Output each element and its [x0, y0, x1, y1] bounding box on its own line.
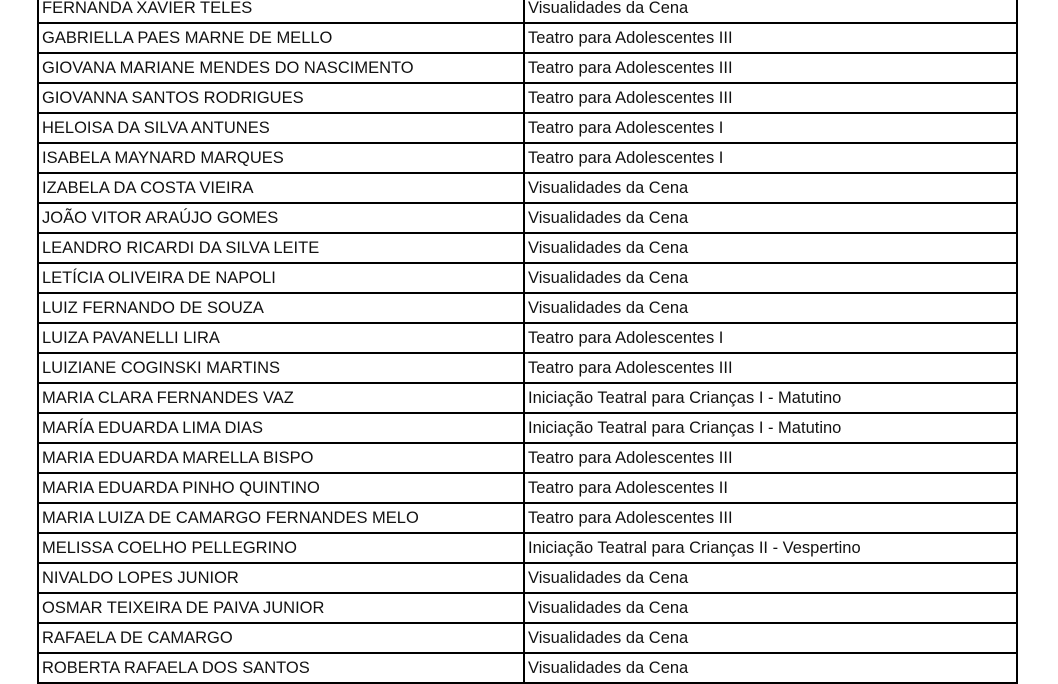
course-cell: Iniciação Teatral para Crianças II - Vespertino: [524, 533, 1017, 563]
table-row: [38, 563, 1017, 593]
student-name-cell: GIOVANNA SANTOS RODRIGUES: [38, 83, 524, 113]
table-row: [38, 593, 1017, 623]
student-name-cell: LUIZ FERNANDO DE SOUZA: [38, 293, 524, 323]
student-name-cell: GIOVANA MARIANE MENDES DO NASCIMENTO: [38, 53, 524, 83]
student-name-cell: RAFAELA DE CAMARGO: [38, 623, 524, 653]
table-row: [38, 83, 1017, 113]
course-cell: Teatro para Adolescentes III: [524, 23, 1017, 53]
course-cell: Teatro para Adolescentes III: [524, 443, 1017, 473]
course-cell: Visualidades da Cena: [524, 293, 1017, 323]
table-row: [38, 623, 1017, 653]
course-cell: Visualidades da Cena: [524, 233, 1017, 263]
course-cell: Teatro para Adolescentes III: [524, 503, 1017, 533]
course-cell: Teatro para Adolescentes III: [524, 353, 1017, 383]
student-name-cell: MARIA CLARA FERNANDES VAZ: [38, 383, 524, 413]
course-cell: Iniciação Teatral para Crianças I - Matutino: [524, 383, 1017, 413]
course-cell: Visualidades da Cena: [524, 0, 1017, 23]
student-name-cell: GABRIELLA PAES MARNE DE MELLO: [38, 23, 524, 53]
course-cell: Teatro para Adolescentes I: [524, 323, 1017, 353]
table-row: [38, 293, 1017, 323]
table-row: [38, 533, 1017, 563]
course-cell: Visualidades da Cena: [524, 593, 1017, 623]
roster-sheet: [37, 0, 1016, 684]
table-row: [38, 473, 1017, 503]
table-row: [38, 0, 1017, 23]
table-row: [38, 323, 1017, 353]
student-name-cell: LUIZIANE COGINSKI MARTINS: [38, 353, 524, 383]
course-cell: Visualidades da Cena: [524, 623, 1017, 653]
course-cell: Visualidades da Cena: [524, 563, 1017, 593]
student-name-cell: MARIA EDUARDA MARELLA BISPO: [38, 443, 524, 473]
student-name-cell: OSMAR TEIXEIRA DE PAIVA JUNIOR: [38, 593, 524, 623]
table-row: [38, 233, 1017, 263]
course-cell: Iniciação Teatral para Crianças I - Matutino: [524, 413, 1017, 443]
table-row: [38, 203, 1017, 233]
table-row: [38, 413, 1017, 443]
student-name-cell: LETÍCIA OLIVEIRA DE NAPOLI: [38, 263, 524, 293]
course-cell: Visualidades da Cena: [524, 263, 1017, 293]
student-name-cell: HELOISA DA SILVA ANTUNES: [38, 113, 524, 143]
table-row: [38, 53, 1017, 83]
student-name-cell: IZABELA DA COSTA VIEIRA: [38, 173, 524, 203]
student-name-cell: JOÃO VITOR ARAÚJO GOMES: [38, 203, 524, 233]
table-row: [38, 143, 1017, 173]
course-cell: Teatro para Adolescentes III: [524, 53, 1017, 83]
roster-table: [37, 0, 1018, 684]
table-row: [38, 23, 1017, 53]
roster-body: [38, 0, 1017, 683]
student-name-cell: NIVALDO LOPES JUNIOR: [38, 563, 524, 593]
table-row: [38, 173, 1017, 203]
course-cell: Visualidades da Cena: [524, 653, 1017, 683]
course-cell: Teatro para Adolescentes II: [524, 473, 1017, 503]
student-name-cell: MARÍA EDUARDA LIMA DIAS: [38, 413, 524, 443]
student-name-cell: FERNANDA XAVIER TELES: [38, 0, 524, 23]
student-name-cell: LUIZA PAVANELLI LIRA: [38, 323, 524, 353]
student-name-cell: MARIA LUIZA DE CAMARGO FERNANDES MELO: [38, 503, 524, 533]
course-cell: Visualidades da Cena: [524, 173, 1017, 203]
course-cell: Teatro para Adolescentes I: [524, 143, 1017, 173]
table-row: [38, 653, 1017, 683]
student-name-cell: MELISSA COELHO PELLEGRINO: [38, 533, 524, 563]
student-name-cell: ROBERTA RAFAELA DOS SANTOS: [38, 653, 524, 683]
course-cell: Visualidades da Cena: [524, 203, 1017, 233]
student-name-cell: ISABELA MAYNARD MARQUES: [38, 143, 524, 173]
table-row: [38, 113, 1017, 143]
table-row: [38, 353, 1017, 383]
table-row: [38, 263, 1017, 293]
table-row: [38, 383, 1017, 413]
course-cell: Teatro para Adolescentes III: [524, 83, 1017, 113]
course-cell: Teatro para Adolescentes I: [524, 113, 1017, 143]
table-row: [38, 443, 1017, 473]
table-row: [38, 503, 1017, 533]
student-name-cell: LEANDRO RICARDI DA SILVA LEITE: [38, 233, 524, 263]
student-name-cell: MARIA EDUARDA PINHO QUINTINO: [38, 473, 524, 503]
